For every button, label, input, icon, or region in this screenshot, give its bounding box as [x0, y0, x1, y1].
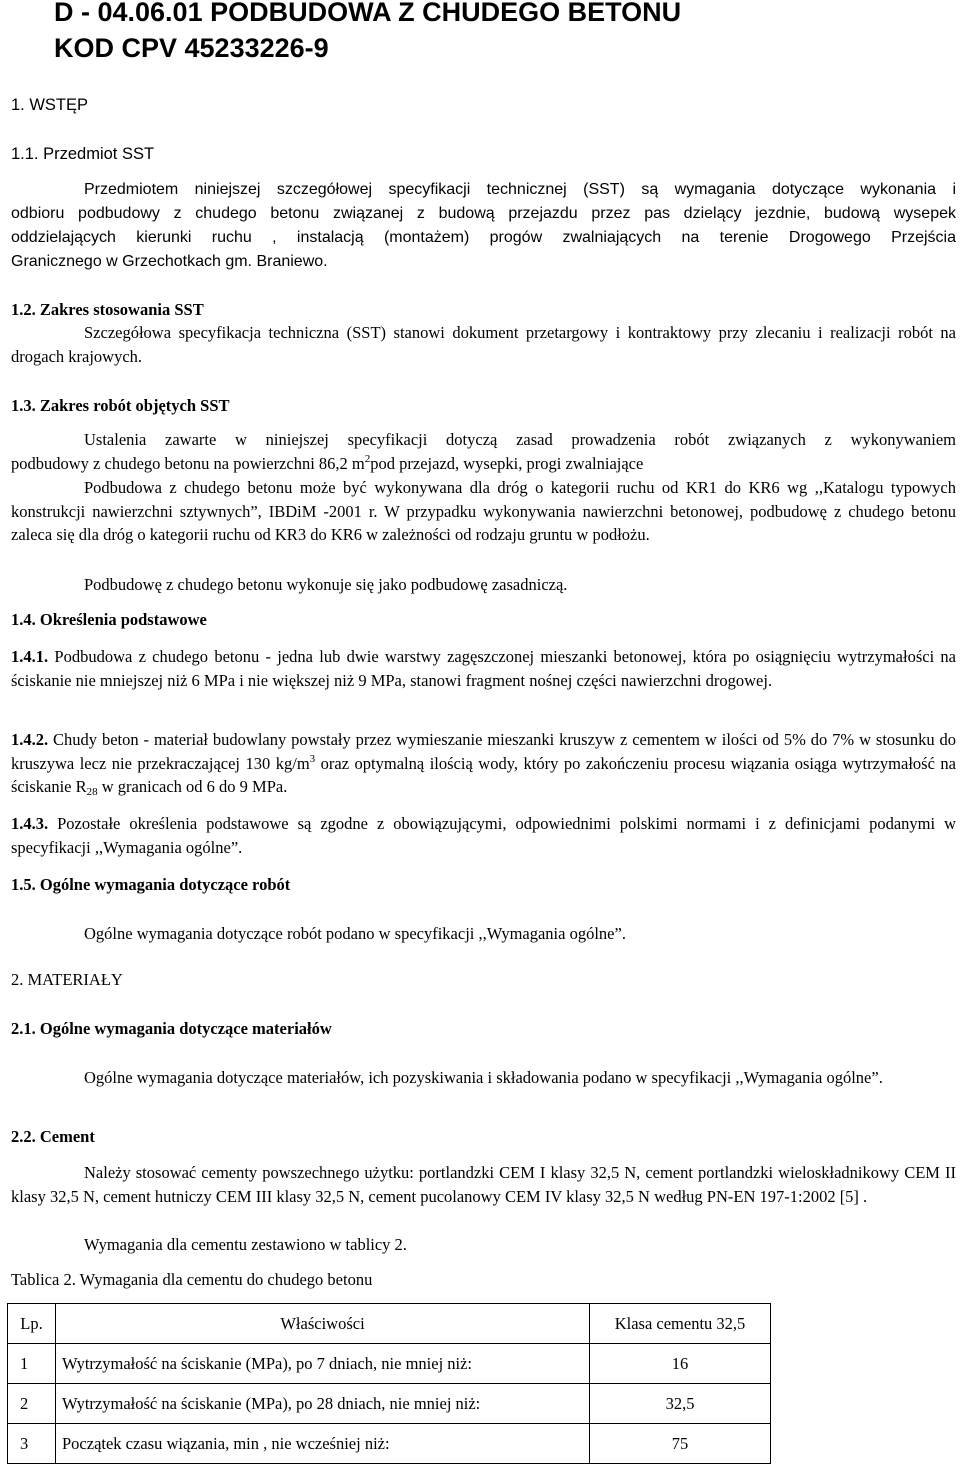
heading-2-2: 2.2. Cement [11, 1127, 95, 1146]
table-header-row [8, 1304, 771, 1344]
row-property: Wytrzymałość na ściskanie (MPa), po 7 dniach, nie mniej niż: [56, 1344, 590, 1384]
row-value: 16 [590, 1344, 771, 1384]
heading-1-1: 1.1. Przedmiot SST [11, 145, 155, 163]
definition-1-4-2: 1.4.2. Chudy beton - materiał budowlany powstały przez wymieszanie mieszanki kruszyw z cementem w ilości od 5% do 7% w stosunku do kruszywa lecz nie przekraczającej 130 $kg/m^3$ oraz optymalną ilością wody, który po zakończeniu procesu wiązania osiąga wytrzymałość na ściskanie $R_{28}$ w granicach od 6 do 9 MPa. [11, 730, 957, 798]
definition-1-4-1: 1.4.1. Podbudowa z chudego betonu - jedna lub dwie warstwy zagęszczonej mieszanki betonowej, która po osiągnięciu wytrzymałości na ściskanie nie mniejszej niż 6 MPa i nie większej niż 9 MPa, stanowi fragment nośnej części nawierzchni drogowej. [11, 647, 956, 690]
paragraph-1-3-usage: Podbudowa z chudego betonu może być wykonywana dla dróg o kategorii ruchu od KR1 do KR6 wg ,,Katalogu typowych konstrukcji nawierzchni sztywnych”, IBDiM -2001 r. W przypadku wykonywania nawierzchni betonowej, podbudowę z chudego betonu zaleca się dla dróg o kategorii ruchu od KR3 do KR6 w zależności od rodzaju gruntu w podłożu. [11, 478, 956, 544]
paragraph-2-1: Ogólne wymagania dotyczące materiałów, ich pozyskiwania i składowania podano w specyfikacji ,,Wymagania ogólne”. [84, 1068, 883, 1087]
header-cement-class: Klasa cementu 32,5 [590, 1304, 771, 1344]
paragraph-1-3-main: Podbudowę z chudego betonu wykonuje się jako podbudowę zasadniczą. [84, 575, 568, 594]
table-row [8, 1344, 771, 1384]
row-property: Początek czasu wiązania, min , nie wcześniej niż: [56, 1424, 590, 1464]
paragraph-1-5: Ogólne wymagania dotyczące robót podano w specyfikacji ,,Wymagania ogólne”. [84, 924, 626, 943]
table-row [8, 1424, 771, 1464]
row-number: 2 [8, 1384, 56, 1424]
section-heading-materials: 2. MATERIAŁY [11, 970, 123, 989]
cpv-code: KOD CPV 45233226-9 [54, 33, 329, 63]
row-number: 1 [8, 1344, 56, 1384]
header-lp: Lp. [8, 1304, 56, 1344]
row-value: 32,5 [590, 1384, 771, 1424]
document-title: D - 04.06.01 PODBUDOWA Z CHUDEGO BETONU [54, 0, 682, 27]
row-property: Wytrzymałość na ściskanie (MPa), po 28 dniach, nie mniej niż: [56, 1384, 590, 1424]
row-value: 75 [590, 1424, 771, 1464]
cement-requirements-table [7, 1303, 771, 1464]
heading-1-2: 1.2. Zakres stosowania SST [11, 300, 204, 319]
heading-1-3: 1.3. Zakres robót objętych SST [11, 396, 230, 415]
row-number: 3 [8, 1424, 56, 1464]
paragraph-1-2: Szczegółowa specyfikacja techniczna (SST) stanowi dokument przetargowy i kontraktowy przy zlecaniu i realizacji robót na drogach krajowych. [11, 323, 956, 366]
section-heading-intro: 1. WSTĘP [11, 96, 89, 114]
heading-1-5: 1.5. Ogólne wymagania dotyczące robót [11, 875, 291, 894]
paragraph-1-1: Przedmiotem niniejszej szczegółowej specyfikacji technicznej (SST) są wymagania dotyczące wykonania i odbioru podbudowy z chudego betonu związanej z budową przejazdu przez pas dzielący jezdnie, budową wysepek oddzielających kierunki ruchu , instalacją (montażem) progów zwalniających na terenie Drogowego Przejścia Granicznego w Grzechotkach gm. Braniewo. [11, 181, 956, 270]
paragraph-2-2-table-ref: Wymagania dla cementu zestawiono w tablicy 2. [84, 1235, 407, 1254]
heading-1-4: 1.4. Określenia podstawowe [11, 610, 207, 629]
paragraph-2-2-cement: Należy stosować cementy powszechnego użytku: portlandzki CEM I klasy 32,5 N, cement portlandzki wieloskładnikowy CEM II klasy 32,5 N, cement hutniczy CEM III klasy 32,5 N, cement pucolanowy CEM IV klasy 32,5 N według PN-EN 197-1:2002 [5] . [11, 1163, 956, 1206]
paragraph-1-3-scope: Ustalenia zawarte w niniejszej specyfikacji dotyczą zasad prowadzenia robót związanych z wykonywaniem podbudowy z chudego betonu na powierzchni 86,2 $m^2pod$ przejazd, wysepki, progi zwalniające [11, 430, 956, 473]
heading-2-1: 2.1. Ogólne wymagania dotyczące materiałów [11, 1019, 332, 1038]
table-caption: Tablica 2. Wymagania dla cementu do chudego betonu [11, 1270, 373, 1289]
header-properties: Właściwości [56, 1304, 590, 1344]
table-row [8, 1384, 771, 1424]
definition-1-4-3: 1.4.3. Pozostałe określenia podstawowe są zgodne z obowiązującymi, odpowiednimi polskimi normami i z definicjami podanymi w specyfikacji ,,Wymagania ogólne”. [11, 814, 956, 857]
